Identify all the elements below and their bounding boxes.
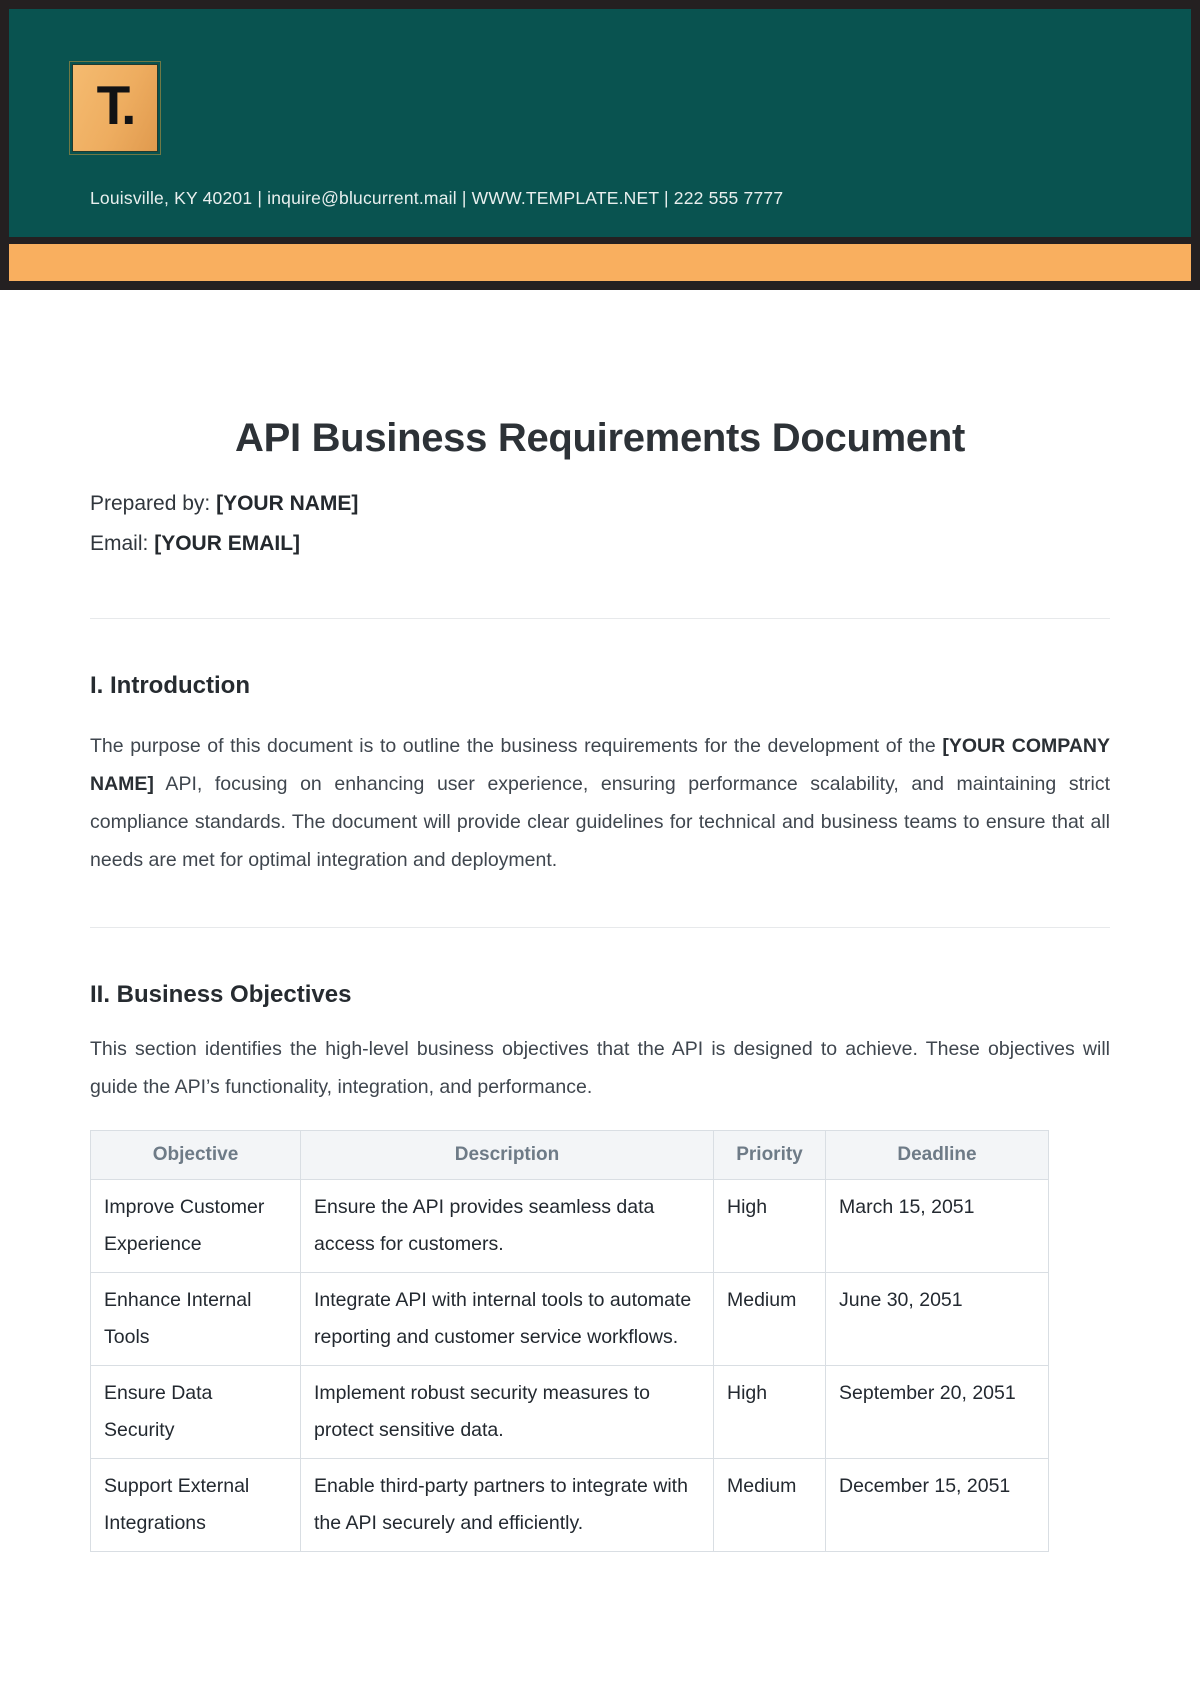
intro-text-before: The purpose of this document is to outline the business requirements for the development of the (90, 735, 943, 757)
intro-paragraph (90, 727, 1110, 879)
email-label: Email: (90, 532, 149, 555)
objectives-table (90, 1130, 1049, 1552)
section-divider (90, 618, 1110, 619)
cell-priority: High (714, 1180, 826, 1273)
intro-section-heading: I. Introduction (90, 672, 250, 699)
orange-stripe (9, 244, 1191, 281)
cell-objective: Improve Customer Experience (91, 1180, 301, 1273)
intro-text-after: API, focusing on enhancing user experience, ensuring performance scalability, and maintaining strict compliance standards. The document will provide clear guidelines for technical and business teams to ensure that all needs are met for optimal integration and deployment. (90, 773, 1110, 871)
company-logo (72, 64, 158, 152)
document-body (0, 414, 1200, 1552)
cell-description: Integrate API with internal tools to automate reporting and customer service workflows. (301, 1273, 714, 1366)
cell-priority: High (714, 1366, 826, 1459)
banner-teal-panel (9, 9, 1191, 237)
cell-description: Ensure the API provides seamless data access for customers. (301, 1180, 714, 1273)
email-value: [YOUR EMAIL] (154, 532, 301, 555)
column-header-objective: Objective (91, 1131, 301, 1180)
column-header-priority: Priority (714, 1131, 826, 1180)
column-header-description: Description (301, 1131, 714, 1180)
cell-priority: Medium (714, 1459, 826, 1552)
prepared-by-label: Prepared by: (90, 492, 211, 515)
letterhead-banner (0, 0, 1200, 290)
prepared-by-value: [YOUR NAME] (216, 492, 359, 515)
cell-deadline: June 30, 2051 (826, 1273, 1049, 1366)
section-divider (90, 927, 1110, 928)
cell-description: Implement robust security measures to protect sensitive data. (301, 1366, 714, 1459)
objectives-paragraph: This section identifies the high-level business objectives that the API is designed to achieve. These objectives will guide the API’s functionality, integration, and performance. (90, 1038, 1110, 1098)
email-line (90, 532, 1110, 556)
cell-description: Enable third-party partners to integrate with the API securely and efficiently. (301, 1459, 714, 1552)
cell-objective: Support External Integrations (91, 1459, 301, 1552)
page-title: API Business Requirements Document (235, 416, 965, 460)
column-header-deadline: Deadline (826, 1131, 1049, 1180)
table-header-row (91, 1131, 1049, 1180)
contact-line: Louisville, KY 40201 | inquire@blucurrent.mail | WWW.TEMPLATE.NET | 222 555 7777 (90, 188, 784, 208)
cell-deadline: September 20, 2051 (826, 1366, 1049, 1459)
table-row (91, 1273, 1049, 1366)
prepared-by-line (90, 492, 1110, 516)
cell-objective: Enhance Internal Tools (91, 1273, 301, 1366)
cell-deadline: March 15, 2051 (826, 1180, 1049, 1273)
objectives-section-heading: II. Business Objectives (90, 981, 352, 1008)
cell-objective: Ensure Data Security (91, 1366, 301, 1459)
table-row (91, 1366, 1049, 1459)
logo-monogram: T. (96, 74, 134, 136)
table-row (91, 1459, 1049, 1552)
table-row (91, 1180, 1049, 1273)
cell-priority: Medium (714, 1273, 826, 1366)
cell-deadline: December 15, 2051 (826, 1459, 1049, 1552)
company-name-placeholder: [YOUR COMPANY NAME] (90, 735, 1110, 795)
